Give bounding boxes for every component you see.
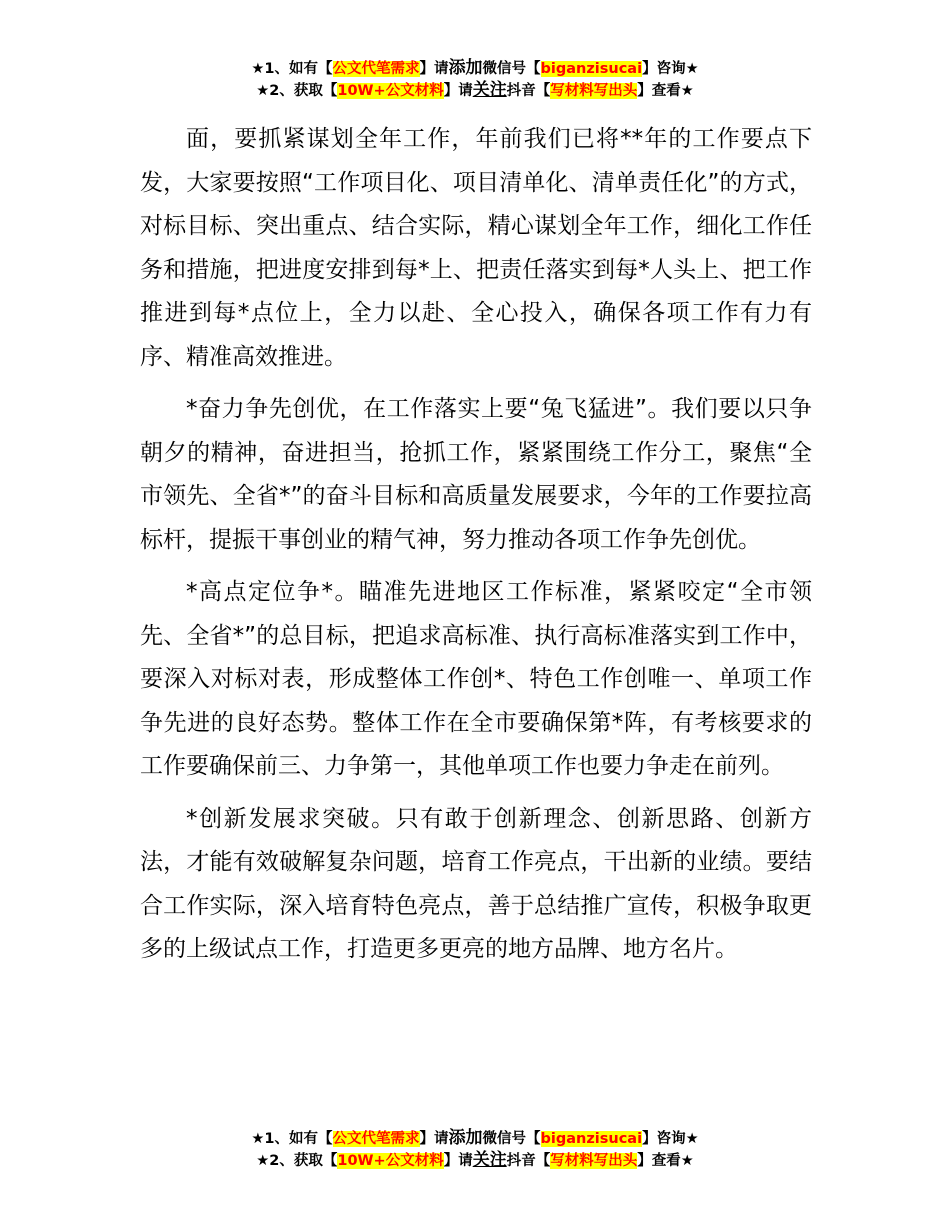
header-highlight-ghostwriting: 公文代笔需求 — [332, 61, 420, 77]
header-line-2-text-b: 】请 — [443, 83, 473, 99]
footer-emph-add: 添加 — [448, 1128, 483, 1148]
footer-line-2 — [0, 1150, 950, 1172]
footer-line-1-text-a: 1、如有【 — [264, 1131, 333, 1147]
document-body — [140, 118, 812, 981]
footer-line-1 — [0, 1128, 950, 1150]
header-highlight-materials: 10W+公文材料 — [337, 83, 444, 99]
footer-line-2-text-c: 抖音【 — [506, 1153, 551, 1169]
header-highlight-douyin: 写材料写出头 — [550, 83, 638, 99]
header-line-2-text-d: 】查看★ — [637, 83, 694, 99]
footer-emph-follow: 关注 — [472, 1150, 507, 1170]
header-line-1 — [0, 58, 950, 80]
header-line-2-text-a: 2、获取【 — [269, 83, 338, 99]
paragraph-1: 面，要抓紧谋划全年工作，年前我们已将**年的工作要点下发，大家要按照“工作项目化、项目清单化、清单责任化”的方式，对标目标、突出重点、结合实际，精心谋划全年工作，细化工作任务和措施，把进度安排到每*上、把责任落实到每*人头上、把工作推进到每*点位上，全力以赴、全心投入，确保各项工作有力有序、精准高效推进。 — [140, 126, 812, 370]
footer-highlight-materials: 10W+公文材料 — [337, 1153, 444, 1169]
star-icon: ★ — [256, 1153, 270, 1169]
header-line-2 — [0, 80, 950, 102]
star-icon: ★ — [256, 83, 270, 99]
header-emph-follow: 关注 — [472, 80, 507, 100]
footer-line-2-text-d: 】查看★ — [637, 1153, 694, 1169]
header-line-2-text-c: 抖音【 — [506, 83, 551, 99]
footer-line-1-text-c: 微信号【 — [482, 1131, 541, 1147]
star-icon: ★ — [251, 61, 265, 77]
paragraph-3: *高点定位争*。瞄准先进地区工作标准，紧紧咬定“全市领先、全省*”的总目标，把追求高标准、执行高标准落实到工作中，要深入对标对表，形成整体工作创*、特色工作创唯一、单项工作争先进的良好态势。整体工作在全市要确保第*阵，有考核要求的工作要确保前三、力争第一，其他单项工作也要力争走在前列。 — [140, 579, 812, 779]
footer-line-2-text-a: 2、获取【 — [269, 1153, 338, 1169]
footer-line-1-text-d: 】咨询★ — [642, 1131, 699, 1147]
footer-banner — [0, 1128, 950, 1172]
header-banner — [0, 58, 950, 102]
star-icon: ★ — [251, 1131, 265, 1147]
footer-highlight-douyin: 写材料写出头 — [550, 1153, 638, 1169]
footer-line-1-text-b: 】请 — [419, 1131, 449, 1147]
header-line-1-text-c: 微信号【 — [482, 61, 541, 77]
header-line-1-text-a: 1、如有【 — [264, 61, 333, 77]
paragraph-4: *创新发展求突破。只有敢于创新理念、创新思路、创新方法，才能有效破解复杂问题，培育工作亮点，干出新的业绩。要结合工作实际，深入培育特色亮点，善于总结推广宣传，积极争取更多的上级试点工作，打造更多更亮的地方品牌、地方名片。 — [140, 805, 812, 962]
footer-line-2-text-b: 】请 — [443, 1153, 473, 1169]
header-line-1-text-b: 】请 — [419, 61, 449, 77]
header-emph-add: 添加 — [448, 58, 483, 78]
paragraph-2: *奋力争先创优，在工作落实上要“兔飞猛进”。我们要以只争朝夕的精神，奋进担当，抢抓工作，紧紧围绕工作分工，聚焦“全市领先、全省*”的奋斗目标和高质量发展要求，今年的工作要拉高标杆，提振干事创业的精气神，努力推动各项工作争先创优。 — [140, 396, 812, 553]
footer-highlight-wechat-id: biganzisucai — [540, 1131, 643, 1147]
header-highlight-wechat-id: biganzisucai — [540, 61, 643, 77]
footer-highlight-ghostwriting: 公文代笔需求 — [332, 1131, 420, 1147]
header-line-1-text-d: 】咨询★ — [642, 61, 699, 77]
